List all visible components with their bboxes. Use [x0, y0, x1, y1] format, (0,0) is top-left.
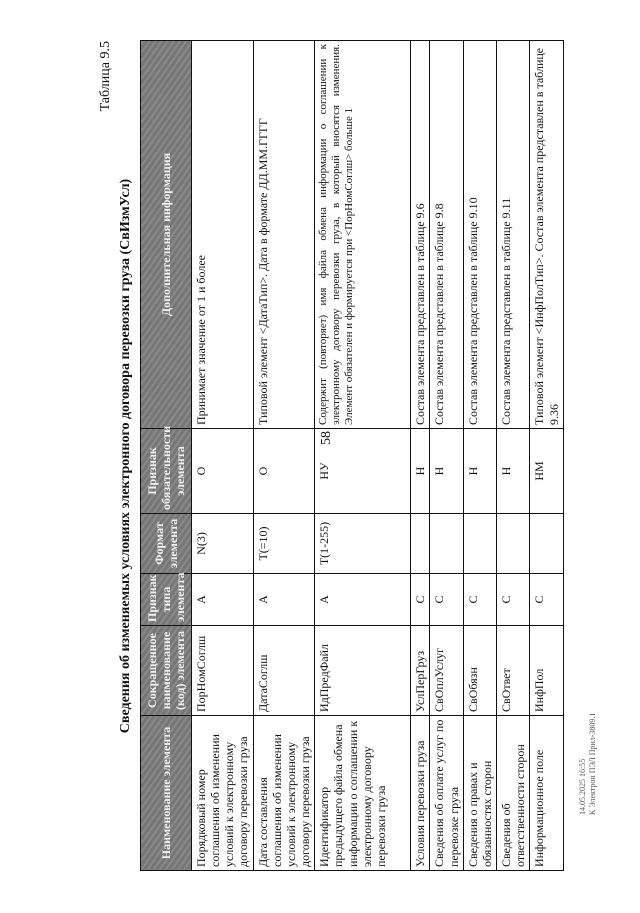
table-row: [411, 41, 430, 871]
table-row: [530, 41, 563, 871]
cell-required: Н: [463, 429, 496, 514]
cell-code: ДатаСоглш: [253, 626, 315, 716]
cell-format: [497, 514, 530, 574]
table-row: [192, 41, 254, 871]
cell-info: Принимает значение от 1 и более: [192, 41, 254, 429]
column-header: Сокращенное наименование (код) элемента: [141, 626, 192, 716]
cell-format: T(1-255): [315, 514, 411, 574]
cell-name: Порядковый номер соглашения об изменении условий к электронному договору перевозки груза: [192, 716, 254, 871]
cell-required: Н: [497, 429, 530, 514]
cell-code: УслПерГруз: [411, 626, 430, 716]
cell-name: Информационное поле: [530, 716, 563, 871]
table-header-row: [141, 41, 192, 871]
cell-format: [411, 514, 430, 574]
cell-type: С: [497, 574, 530, 626]
print-stamp: [578, 713, 597, 815]
cell-type: С: [463, 574, 496, 626]
cell-required: НУ: [315, 429, 411, 514]
cell-format: [463, 514, 496, 574]
cell-code: СвОтвет: [497, 626, 530, 716]
cell-format: N(3): [192, 514, 254, 574]
cell-name: Сведения о правах и обязанностях сторон: [463, 716, 496, 871]
column-header: Наименование элемента: [141, 716, 192, 871]
cell-name: Сведения об ответственности сторон: [497, 716, 530, 871]
cell-required: О: [253, 429, 315, 514]
table-label: Таблица 9.5: [98, 41, 113, 112]
cell-format: T(=10): [253, 514, 315, 574]
rotated-page-content: [98, 41, 561, 871]
cell-required: Н: [411, 429, 430, 514]
column-header: Признак обязательности элемента: [141, 429, 192, 514]
table-row: [315, 41, 411, 871]
cell-info: Содержит (повторяет) имя файла обмена информации о соглашении к электронному договору перевозки груза, в который вносятся изменения. Элемент обязателен и формируется при <ПорНомСоглш> больше 1: [315, 41, 411, 429]
cell-format: [530, 514, 563, 574]
column-header: Формат элемента: [141, 514, 192, 574]
table-row: [497, 41, 530, 871]
cell-type: С: [430, 574, 463, 626]
cell-code: СвОплУслуг: [430, 626, 463, 716]
cell-info: Состав элемента представлен в таблице 9.6: [411, 41, 430, 429]
cell-code: ИнфПол: [530, 626, 563, 716]
table-title: Сведения об изменяемых условиях электронного договора перевозки груза (СвИзмУсл): [118, 178, 133, 734]
stamp-ref: К Электрон ПЭЛ Прил-3809.1: [587, 712, 597, 815]
cell-name: Дата составления соглашения об изменении условий к электронному договору перевозки груза: [253, 716, 315, 871]
cell-info: Типовой элемент <ИнфПолТип>. Состав элемента представлен в таблице 9.36: [530, 41, 563, 429]
cell-name: Условия перевозки груза: [411, 716, 430, 871]
cell-type: С: [530, 574, 563, 626]
cell-type: А: [192, 574, 254, 626]
table-row: [253, 41, 315, 871]
cell-info: Состав элемента представлен в таблице 9.11: [497, 41, 530, 429]
cell-required: Н: [430, 429, 463, 514]
cell-code: СвОбязн: [463, 626, 496, 716]
elements-table: [140, 40, 564, 871]
table-row: [430, 41, 463, 871]
page-number: 58: [319, 431, 334, 445]
cell-code: ИдПредФайл: [315, 626, 411, 716]
cell-required: О: [192, 429, 254, 514]
stamp-date: 14.05.2025 16:55: [578, 758, 587, 815]
column-header: Признак типа элемента: [141, 574, 192, 626]
column-header: Дополнительная информация: [141, 41, 192, 429]
cell-type: А: [315, 574, 411, 626]
cell-info: Состав элемента представлен в таблице 9.10: [463, 41, 496, 429]
cell-info: Типовой элемент <ДатаТип>. Дата в формате ДД.ММ.ГГГГ: [253, 41, 315, 429]
cell-format: [430, 514, 463, 574]
cell-name: Идентификатор предыдущего файла обмена информации о соглашении к электронному договору перевозки груза: [315, 716, 411, 871]
cell-type: А: [253, 574, 315, 626]
cell-type: С: [411, 574, 430, 626]
table-row: [463, 41, 496, 871]
cell-required: НМ: [530, 429, 563, 514]
cell-info: Состав элемента представлен в таблице 9.8: [430, 41, 463, 429]
cell-code: ПорНомСоглш: [192, 626, 254, 716]
cell-name: Сведения об оплате услуг по перевозке груза: [430, 716, 463, 871]
